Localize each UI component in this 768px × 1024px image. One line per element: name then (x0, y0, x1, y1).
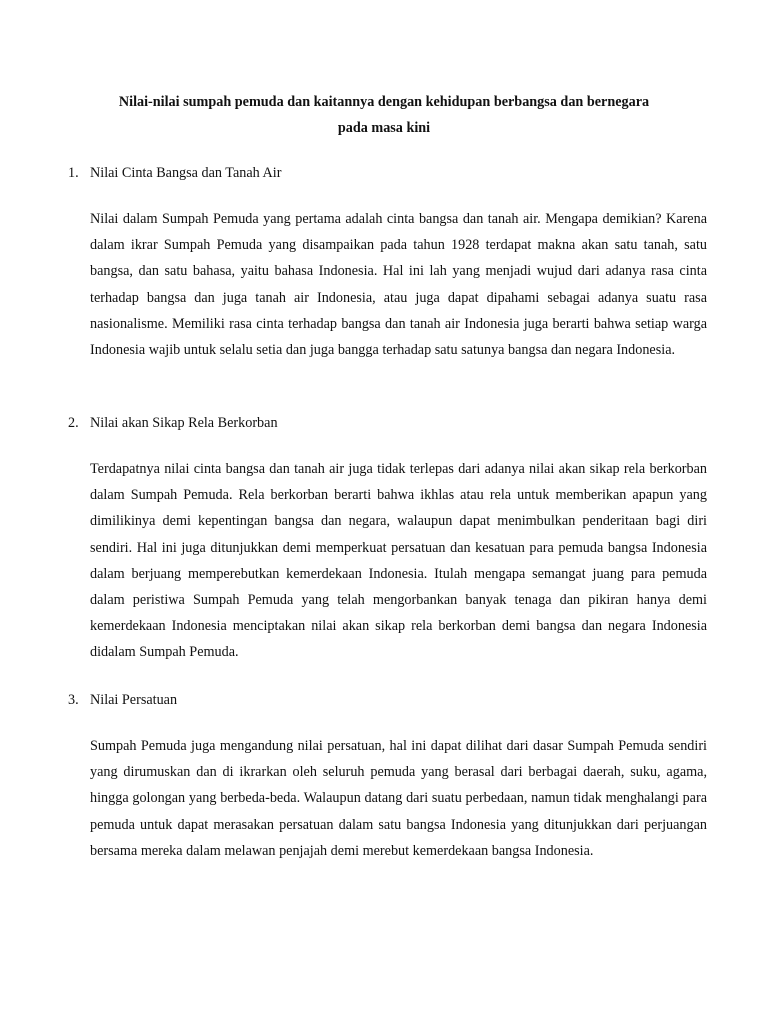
document-title (60, 89, 708, 141)
section-3-title: Nilai Persatuan (90, 692, 178, 708)
section-2-number: 2. (68, 415, 79, 431)
section-3-heading (68, 690, 177, 710)
section-3-number: 3. (68, 692, 79, 708)
title-line-1: Nilai-nilai sumpah pemuda dan kaitannya dengan kehidupan berbangsa dan bernegara (118, 94, 650, 110)
section-3-paragraph: Sumpah Pemuda juga mengandung nilai persatuan, hal ini dapat dilihat dari dasar Sumpah Pemuda sendiri yang dirumuskan dan di ikrarkan oleh seluruh pemuda yang berasal dari berbagai daerah, suku, agama, hingga golongan yang berbeda-beda. Walaupun datang dari suatu perbedaan, namun tidak menghalangi para pemuda untuk dapat merasakan persatuan dalam satu bangsa Indonesia yang ditunjukkan dari perjuangan bersama mereka dalam melawan penjajah demi merebut kemerdekaan bangsa Indonesia. (90, 738, 707, 859)
section-1-number: 1. (68, 165, 79, 181)
section-1-heading (68, 163, 281, 183)
section-2-heading (68, 413, 278, 433)
section-1-title: Nilai Cinta Bangsa dan Tanah Air (90, 165, 282, 181)
section-2-paragraph: Terdapatnya nilai cinta bangsa dan tanah air juga tidak terlepas dari adanya nilai akan sikap rela berkorban dalam Sumpah Pemuda. Rela berkorban berarti bahwa ikhlas atau rela untuk memberikan apapun yang dimilikinya demi kepentingan bangsa dan negara, walaupun dapat menimbulkan penderitaan bagi diri sendiri. Hal ini juga ditunjukkan demi memperkuat persatuan dan kesatuan para pemuda bangsa Indonesia dalam berjuang memperebutkan kemerdekaan Indonesia. Itulah mengapa semangat juang para pemuda dalam peristiwa Sumpah Pemuda yang telah mengorbankan banyak tenaga dan pikiran hanya demi kemerdekaan Indonesia menciptakan nilai akan sikap rela berkorban demi bangsa dan negara Indonesia didalam Sumpah Pemuda. (90, 461, 707, 661)
title-line-2: pada masa kini (337, 120, 431, 136)
section-2-title: Nilai akan Sikap Rela Berkorban (90, 415, 278, 431)
section-1-paragraph: Nilai dalam Sumpah Pemuda yang pertama adalah cinta bangsa dan tanah air. Mengapa demikian? Karena dalam ikrar Sumpah Pemuda yang disampaikan pada tahun 1928 terdapat makna akan satu tanah, satu bangsa, dan satu bahasa, yaitu bahasa Indonesia. Hal ini lah yang menjadi wujud dari adanya rasa cinta terhadap bangsa dan juga tanah air Indonesia, atau juga dapat dipahami sebagai adanya suatu rasa nasionalisme. Memiliki rasa cinta terhadap bangsa dan tanah air Indonesia juga berarti bahwa setiap warga Indonesia wajib untuk selalu setia dan juga bangga terhadap satu satunya bangsa dan negara Indonesia. (90, 211, 707, 359)
